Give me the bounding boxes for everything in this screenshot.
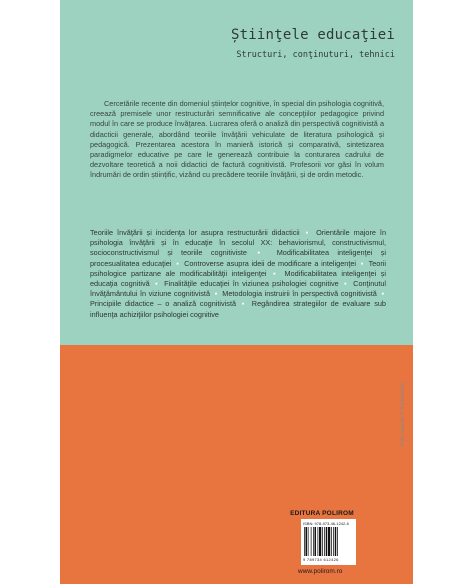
barcode-bar <box>304 527 305 556</box>
toc-item: Principiile didactice – o analiză cognitivistă <box>90 299 237 309</box>
toc-separator: ▪ <box>241 299 247 309</box>
publisher-logo <box>290 510 355 517</box>
toc-separator: ▪ <box>214 289 218 299</box>
barcode-bars <box>304 527 353 556</box>
barcode-bar <box>313 527 314 556</box>
toc-separator: ▪ <box>273 268 279 278</box>
table-of-contents <box>90 228 386 320</box>
description <box>90 99 384 181</box>
toc-item: Finalităţile educaţiei în viziunea psihologiei cognitive <box>164 279 339 289</box>
barcode-bar <box>306 527 308 556</box>
toc-item: Teoriile învăţării și incidenţa lor asupra restructurării didacticii <box>90 228 300 237</box>
bottom-panel <box>60 345 413 584</box>
barcode-bar <box>326 527 328 556</box>
toc-item: Controverse asupra ideii de modificare a inteligenţei <box>184 258 357 268</box>
toc-item: Modificabilitatea inteligenţei și educaţia cognitivă <box>90 268 386 289</box>
barcode-bar <box>319 527 321 556</box>
toc-separator: ▪ <box>305 228 311 237</box>
series-title: Știinţele educaţiei <box>231 27 395 43</box>
barcode <box>301 519 356 565</box>
toc-item: Regândirea strategiilor de evaluare sub influenţa achiziţiilor psihologiei cognitive <box>90 299 386 319</box>
barcode-bar <box>328 527 330 556</box>
barcode-bar <box>337 527 338 556</box>
series-subtitle: Structuri, conţinuturi, tehnici <box>236 50 395 60</box>
toc-separator: ▪ <box>344 279 348 289</box>
toc-separator: ▪ <box>360 258 364 268</box>
publisher-name: EDITURA POLIROM <box>290 510 354 517</box>
barcode-bar <box>324 527 325 556</box>
barcode-bar <box>333 527 334 556</box>
isbn-text: ISBN: 978-973-46-1242-6 <box>303 521 349 526</box>
barcode-bar <box>322 527 323 556</box>
barcode-bar <box>331 527 332 556</box>
toc-separator: ▪ <box>154 279 159 289</box>
barcode-number: 9 789734 612426 <box>303 557 339 562</box>
barcode-bar <box>318 527 319 556</box>
toc-item: Teorii psihologice partizane ale modificabilităţii inteligenţei <box>90 258 387 278</box>
toc-item: Metodologia instruirii în perspectivă cognitivistă <box>222 289 377 299</box>
toc-separator: ▪ <box>176 258 180 268</box>
book-back-cover <box>60 0 413 584</box>
toc-item: Modificabilitatea inteligenţei și procesualitatea educaţiei <box>90 248 386 268</box>
barcode-bar <box>335 527 337 556</box>
toc-separator: ▪ <box>381 289 385 299</box>
description-paragraph: Cercetările recente din domeniul științelor cognitive, în special din psihologia cognitivă, creează premisele unor restructurări semnificative ale concepţiilor pedagogice privind modul în care se produce învăţarea. Lucrarea oferă o analiză din perspectivă cognitivistă a didacticii generale, abordând teoriile învăţării vehiculate de literatura psihologică și pedagogică. Prezentarea acestora în manieră istorică și comparativă, sintetizarea paradigmelor educative pe care le generează contribuie la conturarea cadrului de dezvoltare teoretică a noii didactici de factură cognitivistă. Profesorii vor găsi în volum îndrumări de ordin științific, vizând cu precădere teoriile învăţării, și de ordin metodic. <box>90 99 384 180</box>
toc-separator: ▪ <box>257 248 267 258</box>
top-panel <box>60 0 413 345</box>
publisher-website: www.polirom.ro <box>298 568 343 575</box>
toc-item: Orientările majore în psihologia învăţării și în educaţie în secolul XX: behaviorismul, constructivismul, socioconstructivismul și teoriile cognitiviste <box>90 228 387 258</box>
barcode-bar <box>311 527 312 556</box>
barcode-bar <box>308 527 309 556</box>
barcode-bar <box>315 527 317 556</box>
photo-credit: Foto copertă: © Shutterstock <box>400 382 406 446</box>
toc-item: Conţinutul învăţământului în viziune cognitivistă <box>90 279 387 299</box>
